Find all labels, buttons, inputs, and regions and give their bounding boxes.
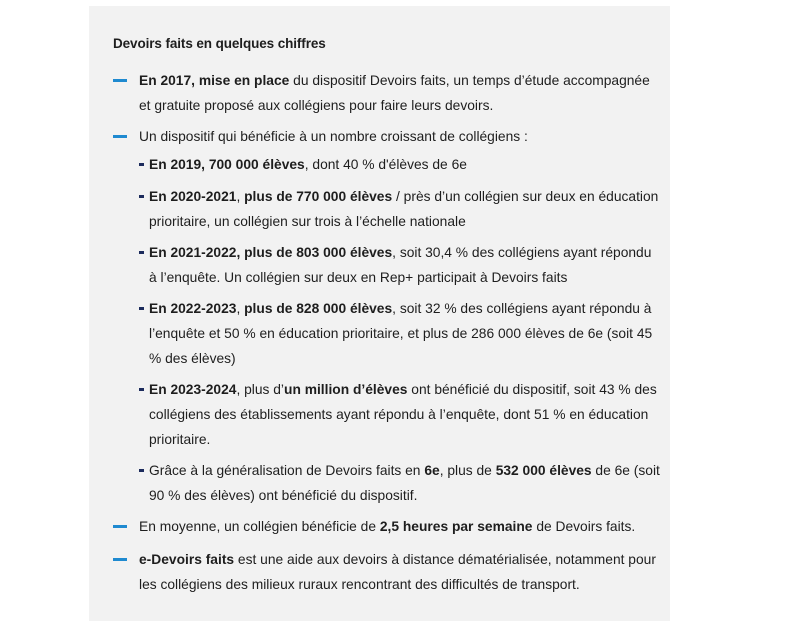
list-item-2017 (139, 68, 659, 118)
text-run: / près d’un collégien sur deux en éducation prioritaire, un collégien sur trois à l’échelle nationale (149, 189, 659, 229)
sub-item-2020-2021 (149, 184, 661, 234)
sub-item-text (149, 245, 651, 285)
emphasis-text: e-Devoirs faits (139, 552, 235, 567)
emphasis-text: un million d’élèves (284, 382, 408, 397)
list-item-growing-number (139, 124, 659, 149)
text-run: Grâce à la généralisation de Devoirs faits en (149, 463, 425, 478)
sub-bullet-icon (139, 388, 144, 391)
text-run: , soit 32 % des collégiens ayant répondu à l’enquête et 50 % en éducation prioritaire, et plus de 286 000 élèves de 6e (soit 45 % des élèves) (149, 301, 653, 366)
sub-item-text (149, 301, 652, 366)
bullet-dash-icon (113, 79, 127, 82)
text-run: , (236, 189, 245, 204)
list-item-average-hours (139, 514, 659, 539)
sub-item-text (149, 463, 660, 503)
emphasis-text: En 2020-2021 (149, 189, 237, 204)
text-run: est une aide aux devoirs à distance dématérialisée, notamment pour les collégiens des milieux ruraux rencontrant des difficultés de transport. (139, 552, 656, 592)
item-text (139, 73, 650, 113)
emphasis-text: plus de 828 000 élèves (244, 301, 393, 316)
sub-item-text (149, 189, 658, 229)
sub-item-generalisation-6e (149, 458, 661, 508)
text-run: En moyenne, un collégien bénéficie de (139, 519, 380, 534)
sub-item-2023-2024 (149, 377, 661, 452)
bullet-dash-icon (113, 525, 127, 528)
emphasis-text: 6e (424, 463, 440, 478)
emphasis-text: En 2017, mise en place (139, 73, 290, 88)
sub-bullet-icon (139, 307, 144, 310)
sub-bullet-icon (139, 251, 144, 254)
sub-bullet-icon (139, 163, 144, 166)
sub-bullet-icon (139, 469, 144, 472)
text-run: , plus d’ (236, 382, 285, 397)
text-run: , (236, 301, 245, 316)
emphasis-text: 532 000 élèves (495, 463, 592, 478)
text-run: Un dispositif qui bénéficie à un nombre croissant de collégiens : (139, 129, 528, 144)
item-text (139, 519, 635, 534)
text-run: , dont 40 % d'élèves de 6e (304, 157, 467, 172)
list-item-e-devoirs-faits (139, 547, 659, 597)
text-run: , soit 30,4 % des collégiens ayant répondu à l’enquête. Un collégien sur deux en Rep+ participait à Devoirs faits (149, 245, 652, 285)
emphasis-text: En 2019, 700 000 élèves (149, 157, 305, 172)
sub-item-2019 (149, 152, 661, 177)
emphasis-text: 2,5 heures par semaine (379, 519, 533, 534)
sub-item-2022-2023 (149, 296, 661, 371)
key-figures-panel (89, 6, 670, 621)
sub-item-2021-2022 (149, 240, 661, 290)
text-run: , plus de (439, 463, 496, 478)
emphasis-text: En 2023-2024 (149, 382, 237, 397)
sub-bullet-icon (139, 195, 144, 198)
emphasis-text: En 2021-2022, plus de 803 000 élèves (149, 245, 393, 260)
emphasis-text: plus de 770 000 élèves (244, 189, 393, 204)
sub-item-text (149, 382, 657, 447)
bullet-dash-icon (113, 135, 127, 138)
bullet-dash-icon (113, 558, 127, 561)
text-run: ont bénéficié du dispositif, soit 43 % des collégiens des établissements ayant répondu à l’enquête, dont 51 % en éducation prioritaire. (149, 382, 657, 447)
panel-title: Devoirs faits en quelques chiffres (113, 36, 326, 51)
text-run: de 6e (soit 90 % des élèves) ont bénéficié du dispositif. (149, 463, 660, 503)
emphasis-text: En 2022-2023 (149, 301, 237, 316)
text-run: du dispositif Devoirs faits, un temps d’étude accompagnée et gratuite proposé aux collégiens pour faire leurs devoirs. (139, 73, 650, 113)
item-text (139, 552, 656, 592)
text-run: de Devoirs faits. (532, 519, 636, 534)
item-text (139, 129, 528, 144)
sub-item-text (149, 157, 467, 172)
